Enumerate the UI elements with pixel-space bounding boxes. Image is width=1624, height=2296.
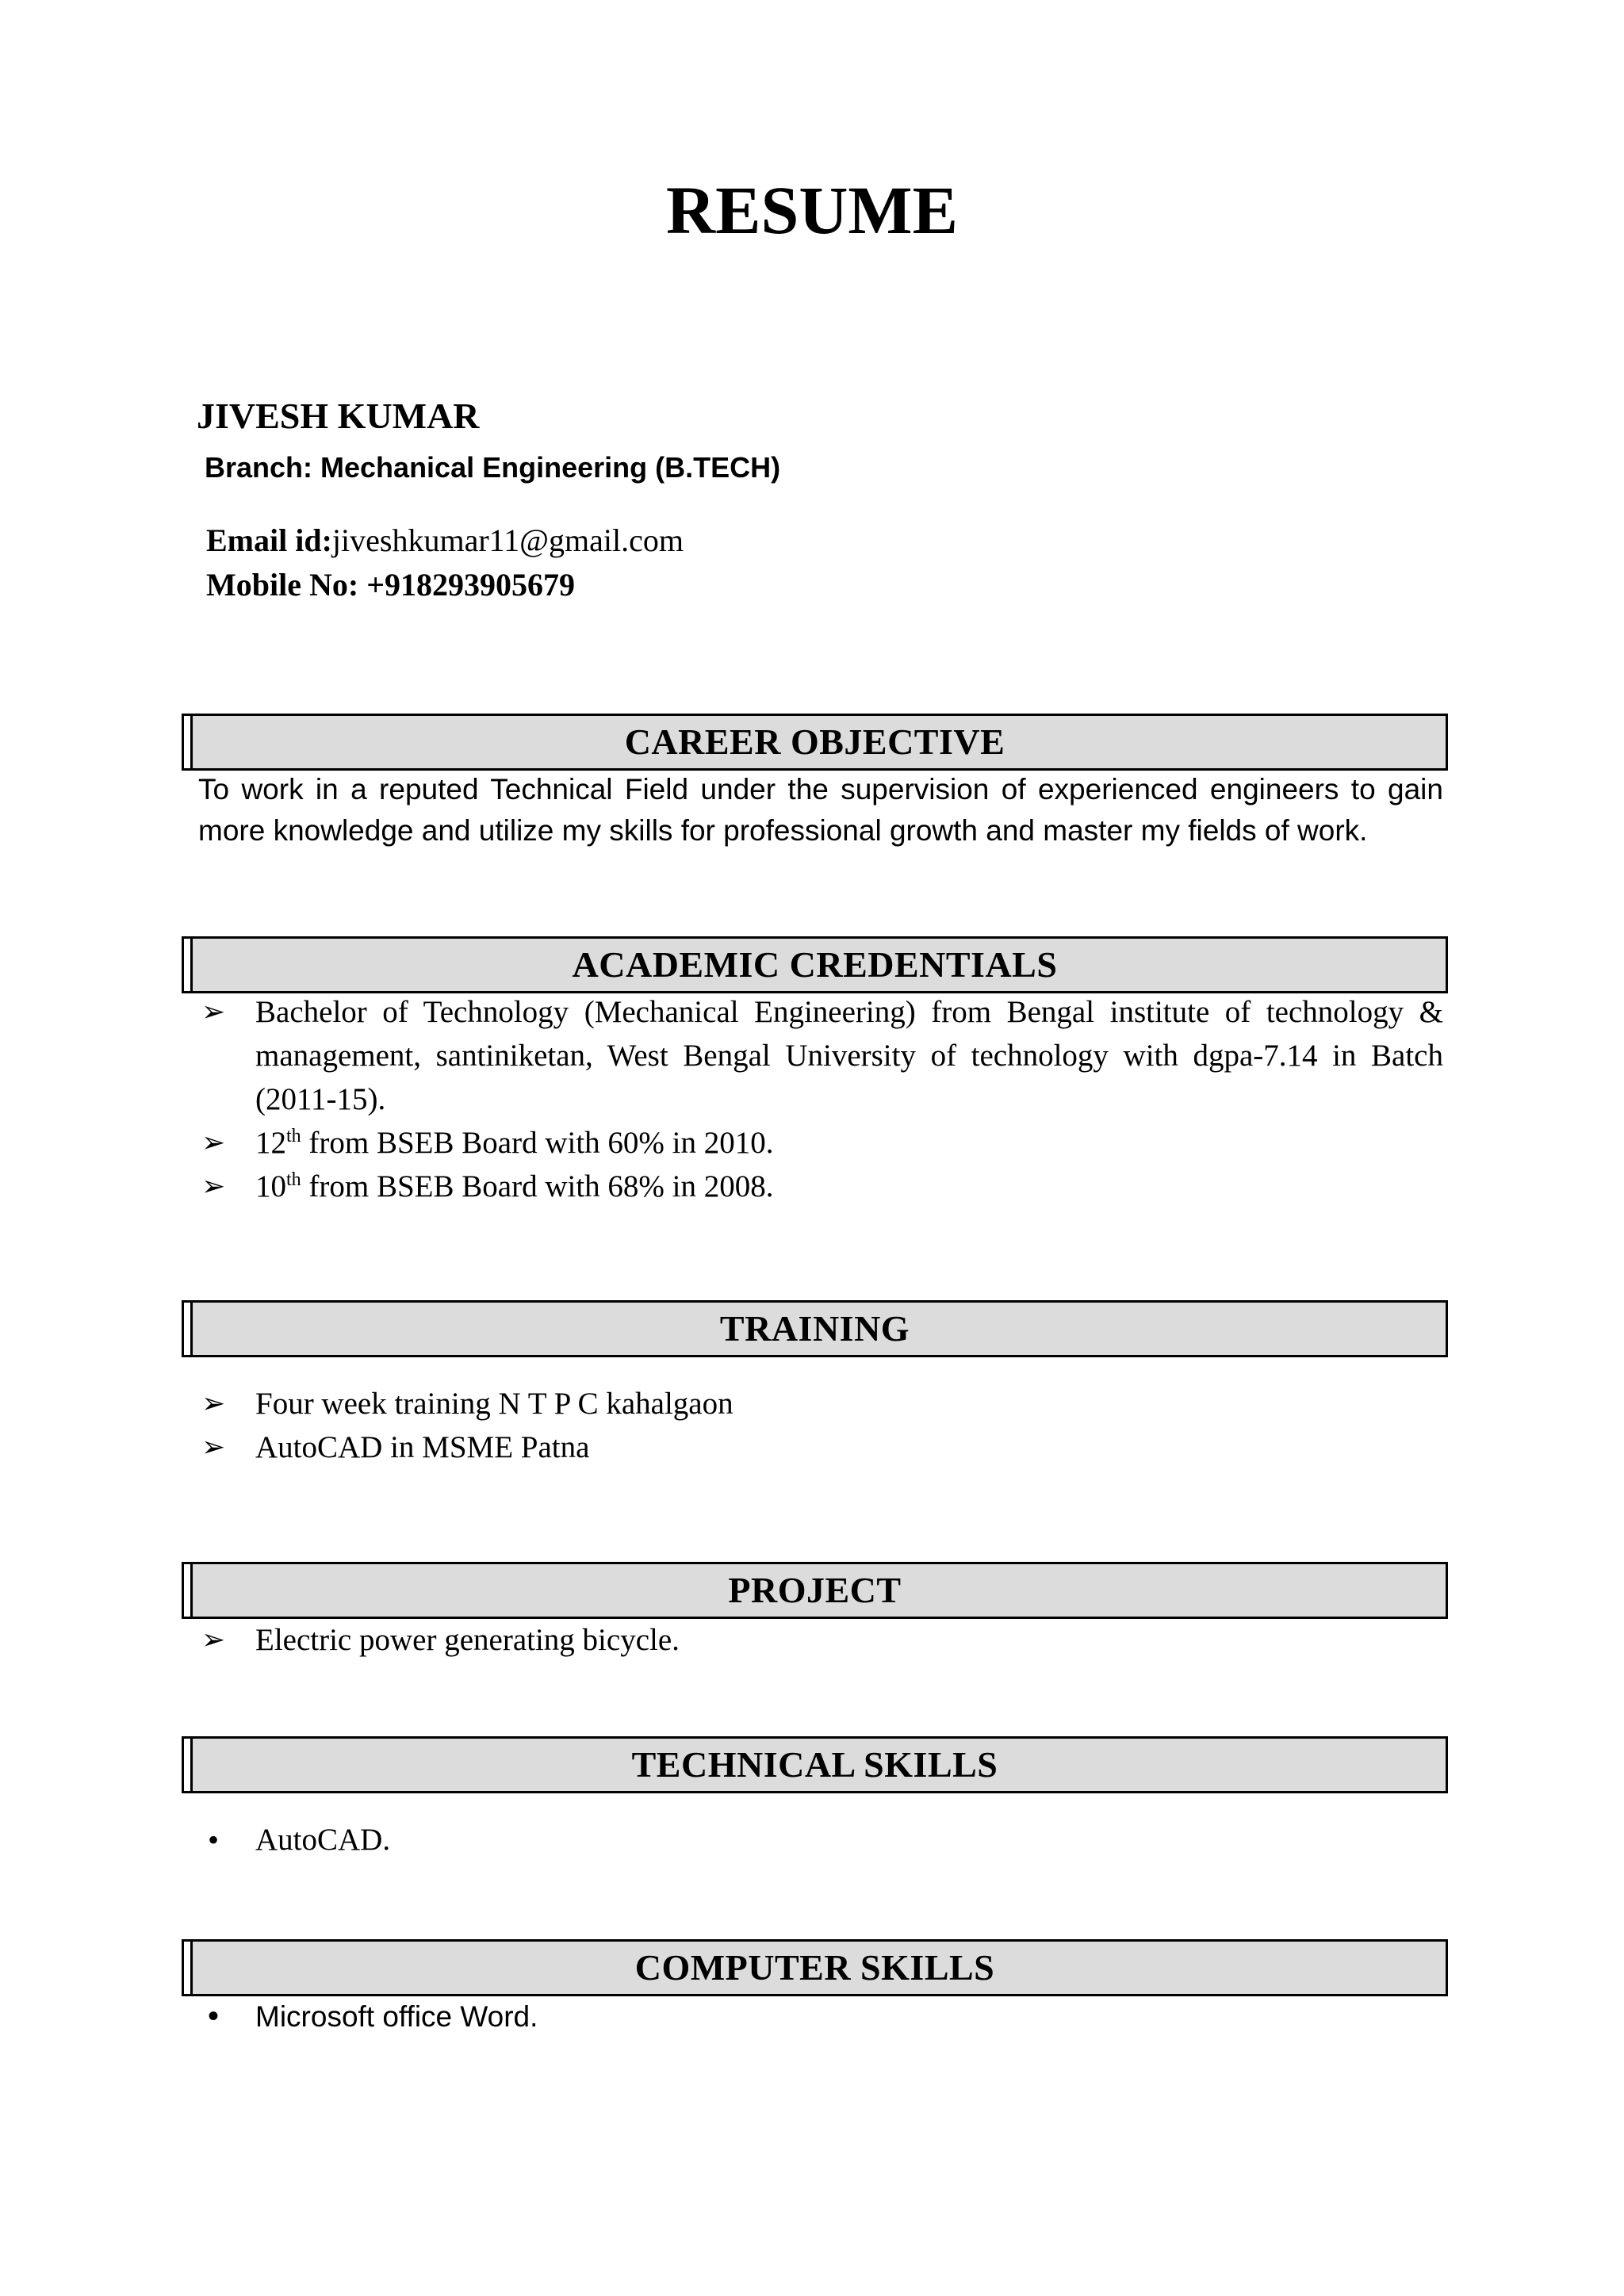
career-objective-text: To work in a reputed Technical Field under the supervision of experienced engineers to gain more knowledge and utilize my skills for professional growth and master my fields of work.	[198, 773, 1443, 847]
training-list	[198, 1382, 1443, 1469]
list-item: • Microsoft office Word.	[198, 1995, 1443, 2038]
section-header-career-objective	[182, 714, 1448, 771]
list-item: ➢ Bachelor of Technology (Mechanical Engineering) from Bengal institute of technology & management, santiniketan, West Bengal University of technology with dgpa-7.14 in Batch (2011-15).	[198, 990, 1443, 1121]
section-heading: PROJECT	[728, 1570, 902, 1610]
section-heading: TECHNICAL SKILLS	[631, 1744, 998, 1785]
section-heading: COMPUTER SKILLS	[634, 1947, 995, 1988]
email-value: jiveshkumar11@gmail.com	[331, 522, 684, 558]
list-item: ➢ Four week training N T P C kahalgaon	[198, 1382, 1443, 1425]
branch-line: Branch: Mechanical Engineering (B.TECH)	[205, 451, 781, 484]
section-header-project	[182, 1562, 1448, 1619]
candidate-name: JIVESH KUMAR	[197, 396, 480, 436]
list-item: • AutoCAD.	[198, 1818, 1443, 1862]
section-heading: TRAINING	[719, 1308, 910, 1349]
arrow-bullet-icon: ➢	[201, 1624, 226, 1655]
section-header-technical-skills	[182, 1736, 1448, 1793]
arrow-bullet-icon: ➢	[201, 1387, 226, 1419]
email-label: Email id:	[206, 522, 332, 558]
section-header-computer-skills	[182, 1939, 1448, 1996]
list-item: ➢ 10th from BSEB Board with 68% in 2008.	[198, 1165, 1443, 1208]
arrow-bullet-icon: ➢	[201, 1127, 226, 1158]
academic-list	[198, 990, 1443, 1208]
list-item: ➢ AutoCAD in MSME Patna	[198, 1425, 1443, 1469]
mobile-line: Mobile No: +918293905679	[206, 567, 575, 603]
arrow-bullet-icon: ➢	[201, 1431, 226, 1463]
list-item: ➢ 12th from BSEB Board with 60% in 2010.	[198, 1121, 1443, 1165]
page-title: RESUME	[666, 172, 958, 248]
computer-skills-list	[198, 1995, 1443, 2038]
arrow-bullet-icon: ➢	[201, 1170, 226, 1202]
section-heading: CAREER OBJECTIVE	[624, 721, 1005, 762]
section-header-training	[182, 1300, 1448, 1357]
dot-bullet-icon: •	[208, 1999, 220, 2034]
technical-skills-list	[198, 1818, 1443, 1862]
email-line	[206, 520, 684, 561]
arrow-bullet-icon: ➢	[201, 996, 226, 1027]
list-item: ➢ Electric power generating bicycle.	[198, 1618, 1443, 1662]
dot-bullet-icon: •	[208, 1822, 220, 1858]
section-header-academic-credentials	[182, 936, 1448, 993]
project-list	[198, 1618, 1443, 1662]
section-heading: ACADEMIC CREDENTIALS	[572, 944, 1058, 985]
